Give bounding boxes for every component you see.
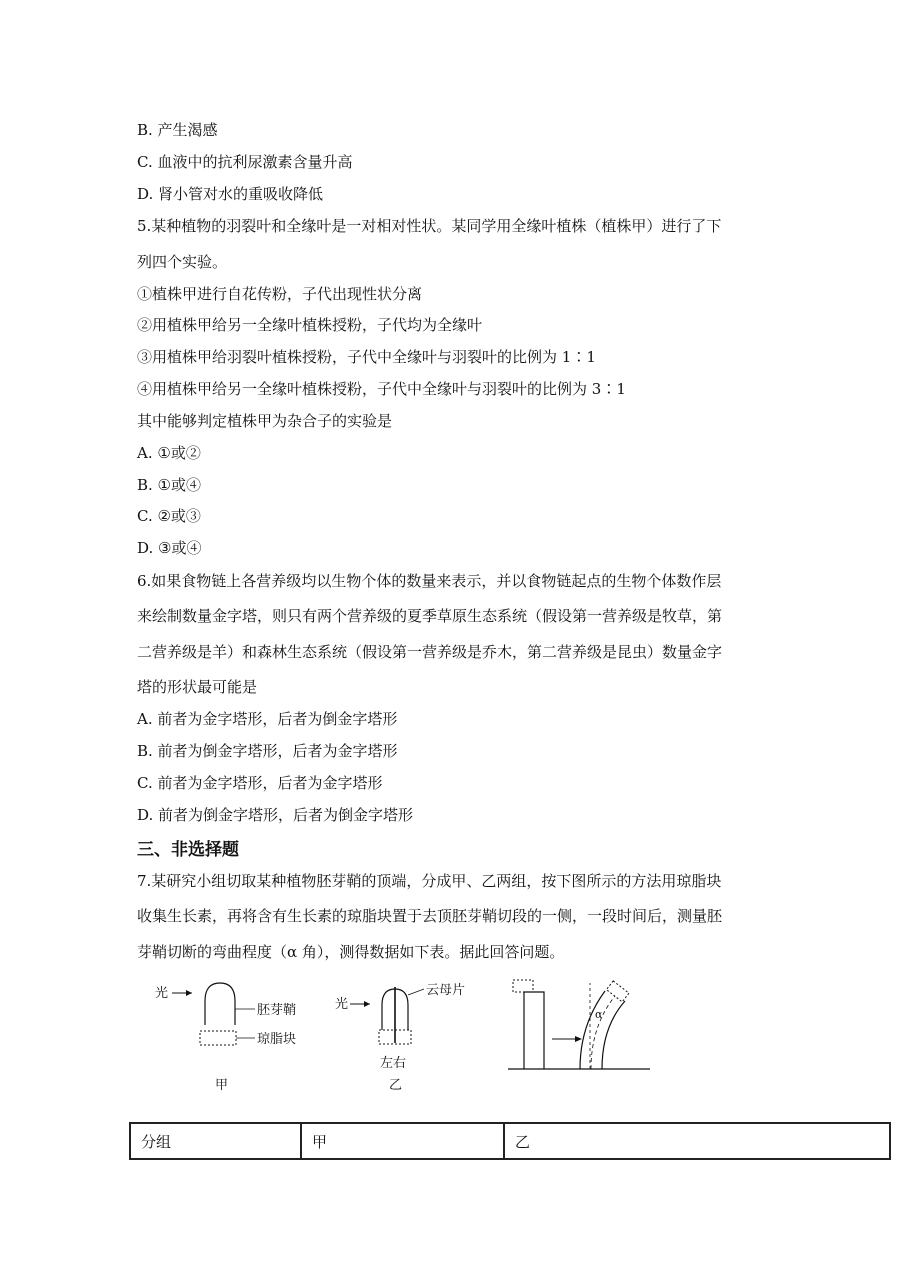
q5-option-d: D. ③或④ [137,539,202,557]
coleoptile-label: 胚芽鞘 [257,1003,297,1018]
q6-option-d: D. 前者为倒金字塔形，后者为倒金字塔形 [137,806,414,824]
table-header-cell: 甲 [301,1123,504,1159]
q6-stem-line3: 二营养级是羊）和森林生态系统（假设第一营养级是乔木，第二营养级是昆虫）数量金字 [137,643,723,661]
q6-stem-line4: 塔的形状最可能是 [137,678,258,696]
experiment-figure [150,975,660,1100]
left-right-label: 左右 [380,1056,407,1071]
q5-experiment-3: ③用植株甲给羽裂叶植株授粉，子代中全缘叶与羽裂叶的比例为 1∶1 [137,348,596,366]
q5-stem-line2: 列四个实验。 [137,253,228,271]
setup-a [155,983,296,1093]
section-heading: 三、非选择题 [137,840,239,860]
q5-experiment-1: ①植株甲进行自花传粉，子代出现性状分离 [137,285,423,303]
agar-label: 琼脂块 [257,1032,297,1047]
group-label-a: 甲 [215,1078,229,1093]
q5-experiment-4: ④用植株甲给另一全缘叶植株授粉，子代中全缘叶与羽裂叶的比例为 3∶1 [137,380,626,398]
alpha-label: α [595,1008,603,1021]
q5-question: 其中能够判定植株甲为杂合子的实验是 [137,412,393,430]
q7-stem-line3: 芽鞘切断的弯曲程度（α 角），测得数据如下表。据此回答问题。 [137,943,565,961]
q6-stem-line2: 来绘制数量金字塔，则只有两个营养级的夏季草原生态系统（假设第一营养级是牧草，第 [137,607,723,625]
q6-option-b: B. 前者为倒金字塔形，后者为金字塔形 [137,742,398,760]
q6-option-c: C. 前者为金字塔形，后者为金字塔形 [137,774,383,792]
light-label-a: 光 [155,986,169,1001]
bent-segment-right [602,1001,625,1069]
q5-experiment-2: ②用植株甲给另一全缘叶植株授粉，子代均为全缘叶 [137,316,483,334]
q5-option-c: C. ②或③ [137,507,201,525]
setup-b [335,982,465,1093]
data-table [129,1122,891,1160]
coleoptile-segment-straight [524,992,544,1069]
table-row [130,1123,890,1159]
coleoptile-tip-a [205,983,235,1025]
table-header-cell: 分组 [130,1123,301,1159]
q5-option-b: B. ①或④ [137,476,202,494]
q4-option-b: B. 产生渴感 [137,121,218,139]
agar-block-a [200,1031,236,1045]
bent-segment-left [580,991,605,1069]
table-header-cell: 乙 [504,1123,890,1159]
q5-stem-line1: 5.某种植物的羽裂叶和全缘叶是一对相对性状。某同学用全缘叶植株（植株甲）进行了下 [137,217,722,235]
group-label-b: 乙 [389,1078,403,1093]
q7-stem-line2: 收集生长素，再将含有生长素的琼脂块置于去顶胚芽鞘切段的一侧，一段时间后，测量胚 [137,907,723,925]
q4-option-d: D. 肾小管对水的重吸收降低 [137,185,324,203]
q7-stem-line1: 7.某研究小组切取某种植物胚芽鞘的顶端，分成甲、乙两组，按下图所示的方法用琼脂块 [137,872,722,890]
q6-option-a: A. 前者为金字塔形，后者为倒金字塔形 [137,710,398,728]
mica-label: 云母片 [426,983,466,998]
q5-option-a: A. ①或② [137,444,201,462]
setup-c [508,980,650,1069]
agar-block-tilted [606,981,629,1002]
q6-stem-line1: 6.如果食物链上各营养级均以生物个体的数量来表示，并以食物链起点的生物个体数作层 [137,572,722,590]
agar-block-c [513,980,533,992]
q4-option-c: C. 血液中的抗利尿激素含量升高 [137,153,353,171]
light-label-b: 光 [335,997,349,1012]
